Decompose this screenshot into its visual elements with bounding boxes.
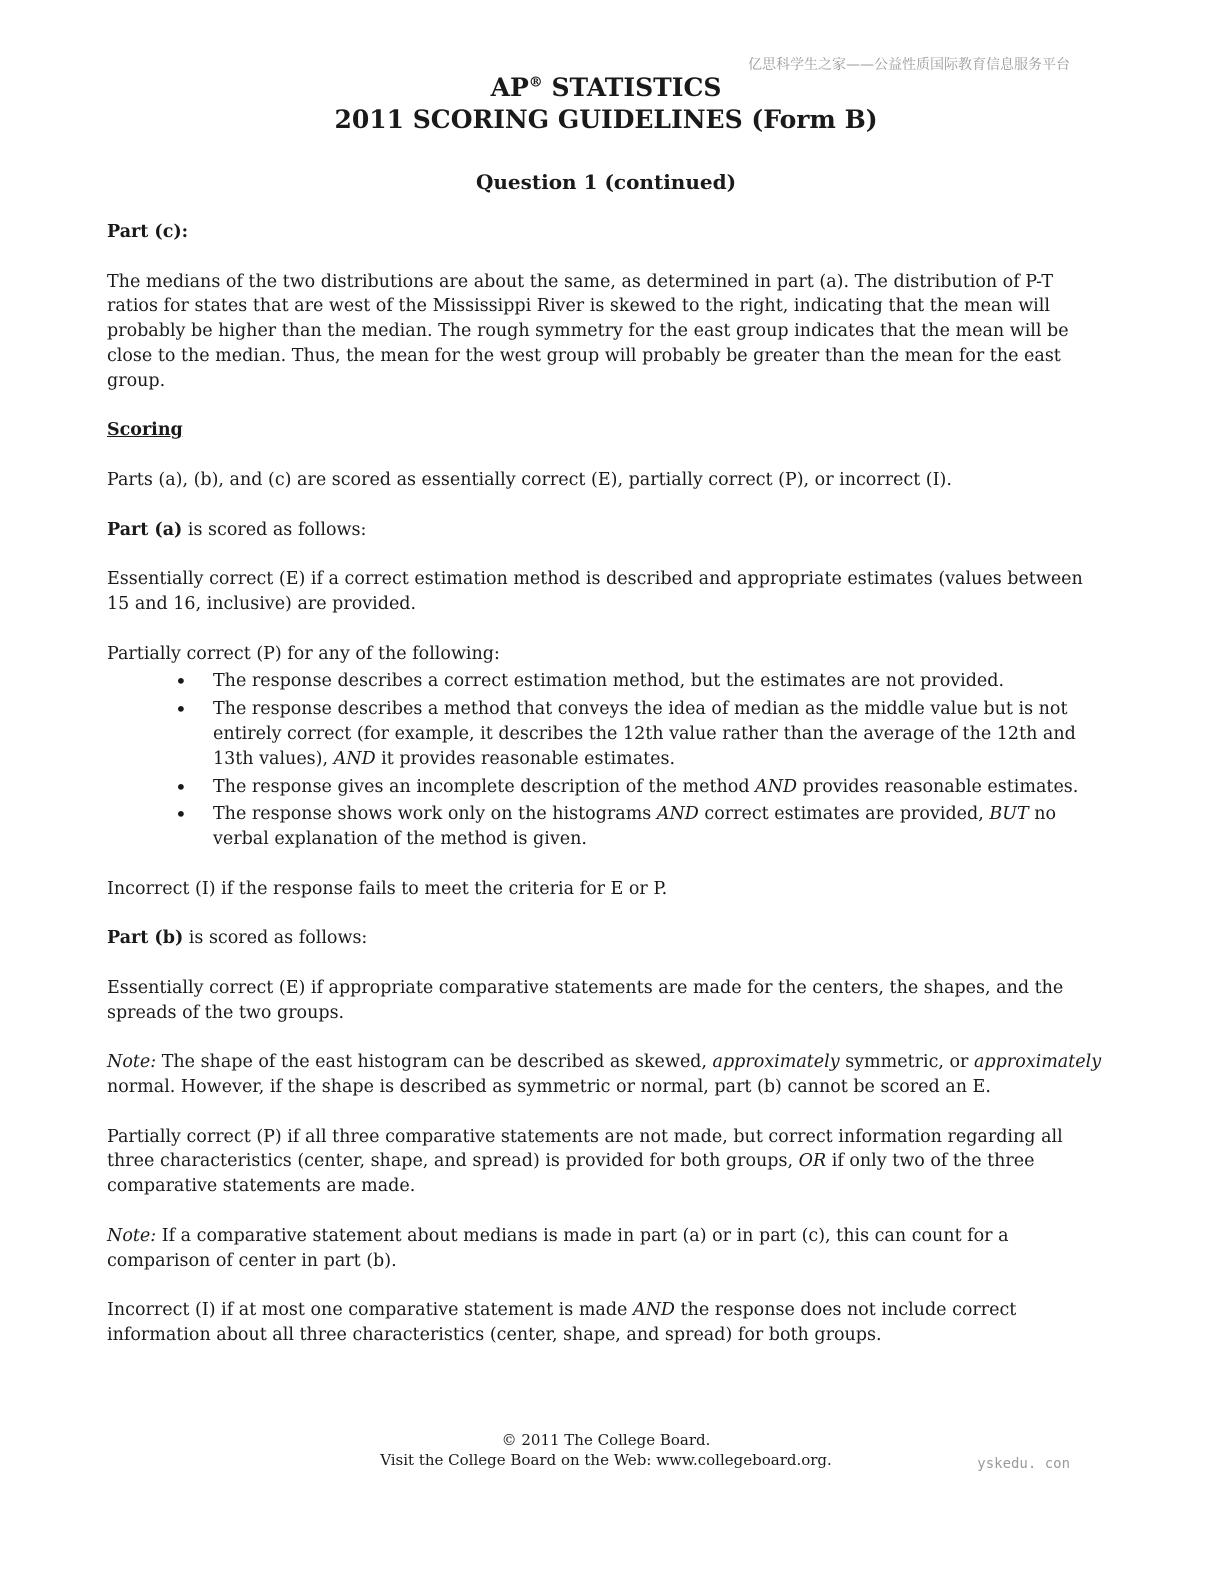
part-a-incorrect: Incorrect (I) if the response fails to meet the criteria for E or P. bbox=[107, 878, 668, 899]
registered-mark: ® bbox=[528, 74, 543, 91]
scoring-intro: Parts (a), (b), and (c) are scored as essentially correct (E), partially correct (P), or incorrect (I). bbox=[107, 469, 952, 490]
list-item: • The response gives an incomplete description of the method AND provides reasonable estimates. bbox=[143, 775, 1107, 800]
scoring-heading: Scoring bbox=[107, 420, 183, 441]
website-line: Visit the College Board on the Web: www.collegeboard.org. bbox=[380, 1451, 832, 1469]
watermark-bottom: yskedu. con bbox=[977, 1456, 1070, 1472]
list-item: • The response shows work only on the histograms AND correct estimates are provided, BUT no verbal explanation of the method is given. bbox=[143, 802, 1107, 852]
part-b-heading: Part (b) is scored as follows: bbox=[107, 928, 368, 949]
question-title: Question 1 (continued) bbox=[475, 170, 737, 194]
part-b-incorrect: Incorrect (I) if at most one comparative statement is made AND the response does not include correct information about all three characteristics (center, shape, and spread) for both groups. bbox=[107, 1300, 1017, 1346]
document-body bbox=[107, 220, 1107, 1348]
part-a-heading: Part (a) is scored as follows: bbox=[107, 519, 367, 540]
copyright-line: © 2011 The College Board. bbox=[501, 1431, 711, 1449]
part-b-partially: Partially correct (P) if all three comparative statements are not made, but correct information regarding all three characteristics (center, shape, and spread) is provided for both groups, OR if only two of the three comparative statements are made. bbox=[107, 1126, 1063, 1197]
part-a-essentially: Essentially correct (E) if a correct estimation method is described and appropriate estimates (values between 15 and 16, inclusive) are provided. bbox=[107, 569, 1083, 614]
part-a-criteria-list bbox=[143, 669, 1107, 852]
part-b-essentially: Essentially correct (E) if appropriate comparative statements are made for the centers, the shapes, and the spreads of the two groups. bbox=[107, 977, 1064, 1023]
title-line-2: 2011 SCORING GUIDELINES (Form B) bbox=[334, 105, 878, 134]
part-b-note-1: Note: The shape of the east histogram can be described as skewed, approximately symmetric, or approximately normal. However, if the shape is described as symmetric or normal, part (b) cannot be scored an E. bbox=[107, 1052, 1102, 1098]
list-item: • The response describes a correct estimation method, but the estimates are not provided. bbox=[143, 669, 1107, 694]
page-title bbox=[0, 72, 1212, 136]
part-a-partially-intro: Partially correct (P) for any of the following: bbox=[107, 643, 500, 664]
part-b-note-2: Note: If a comparative statement about medians is made in part (a) or in part (c), this can count for a comparison of center in part (b). bbox=[107, 1225, 1009, 1271]
part-c-heading: Part (c): bbox=[107, 222, 189, 242]
title-line-1: AP® STATISTICS bbox=[490, 73, 722, 102]
part-c-text: The medians of the two distributions are about the same, as determined in part (a). The distribution of P-T ratios for states that are west of the Mississippi River is skewed to the right, indicating that the mean will probably be higher than the median. The rough symmetry for the east group indicates that the mean will be close to the median. Thus, the mean for the west group will probably be greater than the mean for the east group. bbox=[107, 271, 1069, 391]
watermark-top: 亿思科学生之家——公益性质国际教育信息服务平台 bbox=[748, 57, 1070, 73]
list-item: • The response describes a method that conveys the idea of median as the middle value but is not entirely correct (for example, it describes the 12th value rather than the average of the 12th and 13th values), AND it provides reasonable estimates. bbox=[143, 697, 1107, 771]
